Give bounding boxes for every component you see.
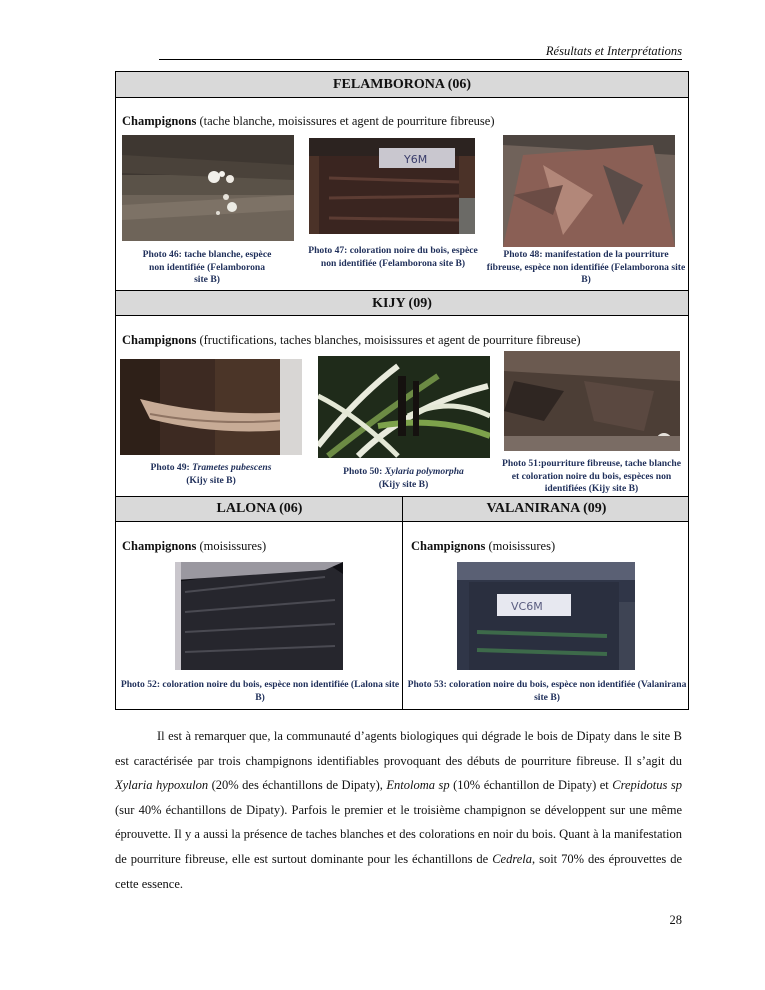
photo-49 bbox=[120, 359, 302, 455]
caption-species: Trametes pubescens bbox=[192, 462, 272, 473]
photo-label-47: Y6M bbox=[404, 153, 428, 166]
caption-site: (Kijy site B) bbox=[186, 474, 236, 486]
paragraph-text bbox=[115, 724, 682, 896]
champ-line-valanirana bbox=[411, 539, 555, 554]
photo-52 bbox=[175, 562, 343, 670]
caption-prefix: Photo 50: bbox=[343, 466, 385, 477]
caption-photo-50 bbox=[321, 466, 486, 491]
champ-rest: (moisissures) bbox=[485, 539, 556, 553]
photo-47 bbox=[309, 138, 475, 234]
caption-photo-49 bbox=[136, 462, 286, 487]
champ-bold: Champignons bbox=[122, 333, 197, 347]
photo-50 bbox=[318, 356, 490, 458]
champ-bold: Champignons bbox=[122, 114, 197, 128]
photo-51 bbox=[504, 351, 680, 451]
champ-bold: Champignons bbox=[411, 539, 486, 553]
caption-photo-46: Photo 46: tache blanche, espèce non identifiée (Felamborona site B) bbox=[142, 249, 272, 285]
text-run: Il est à remarquer que, la communauté d’agents biologiques qui dégrade le bois de Dipaty dans le site B est caractérisée par trois champignons identifiables provoquant des débuts de pourriture fibreuse. Il s’agit du bbox=[115, 729, 682, 768]
champ-line-felamborona bbox=[122, 114, 495, 129]
caption-site: (Kijy site B) bbox=[378, 478, 429, 490]
running-header: Résultats et Interprétations bbox=[159, 45, 682, 60]
text-run: (sur 40% échantillons de Dipaty). Parfois le premier et le troisième champignon se développent sur une même éprouvette. Il y a aussi la présence de taches blanches et des colorations en noir du bois. Quant à la manifestation de pourriture fibreuse, elle est surtout dominante pour les échantillons de bbox=[115, 802, 682, 866]
caption-photo-51: Photo 51:pourriture fibreuse, tache blanche et coloration noire du bois, espèces non identifiées (Kijy site B) bbox=[502, 458, 681, 494]
text-run: (10% échantillon de Dipaty) et bbox=[449, 778, 613, 793]
caption-photo-47: Photo 47: coloration noire du bois, espèce non identifiée (Felamborona site B) bbox=[308, 245, 478, 269]
caption-species: Xylaria polymorpha bbox=[384, 466, 464, 477]
text-run: , soit 70% des éprouvettes de cette essence. bbox=[115, 851, 682, 891]
caption-prefix: Photo 49: bbox=[150, 462, 193, 473]
results-table bbox=[115, 71, 689, 710]
body-paragraph bbox=[115, 724, 682, 896]
text-run: (20% des échantillons de Dipaty), bbox=[208, 778, 387, 793]
column-divider bbox=[402, 496, 403, 710]
champ-rest: (moisissures) bbox=[196, 539, 267, 553]
species-name: Cedrela bbox=[492, 851, 532, 866]
caption-photo-53: Photo 53: coloration noire du bois, espèce non identifiée (Valanirana site B) bbox=[407, 679, 687, 703]
photo-46 bbox=[122, 135, 294, 241]
photo-53 bbox=[457, 562, 635, 670]
section-title-lalona: LALONA (06) bbox=[216, 501, 303, 516]
champ-line-kijy bbox=[122, 333, 581, 348]
page-number: 28 bbox=[669, 913, 682, 927]
champ-line-lalona bbox=[122, 539, 266, 554]
champ-rest: (fructifications, taches blanches, moisissures et agent de pourriture fibreuse) bbox=[196, 333, 581, 347]
section-title-valanirana: VALANIRANA (09) bbox=[486, 501, 607, 516]
caption-photo-52: Photo 52: coloration noire du bois, espèce non identifiée (Lalona site B) bbox=[120, 679, 400, 703]
species-name: Entoloma sp bbox=[386, 778, 450, 793]
section-title-felamborona: FELAMBORONA (06) bbox=[116, 72, 688, 98]
caption-photo-48: Photo 48: manifestation de la pourriture fibreuse, espèce non identifiée (Felamborona site B) bbox=[486, 249, 686, 285]
species-name: Xylaria hypoxulon bbox=[115, 778, 209, 793]
champ-bold: Champignons bbox=[122, 539, 197, 553]
champ-rest: (tache blanche, moisissures et agent de pourriture fibreuse) bbox=[196, 114, 495, 128]
photo-label-53: VC6M bbox=[511, 600, 543, 613]
species-name: Crepidotus sp bbox=[612, 778, 682, 793]
section-title-kijy: KIJY (09) bbox=[116, 290, 688, 316]
photo-48 bbox=[503, 135, 675, 247]
